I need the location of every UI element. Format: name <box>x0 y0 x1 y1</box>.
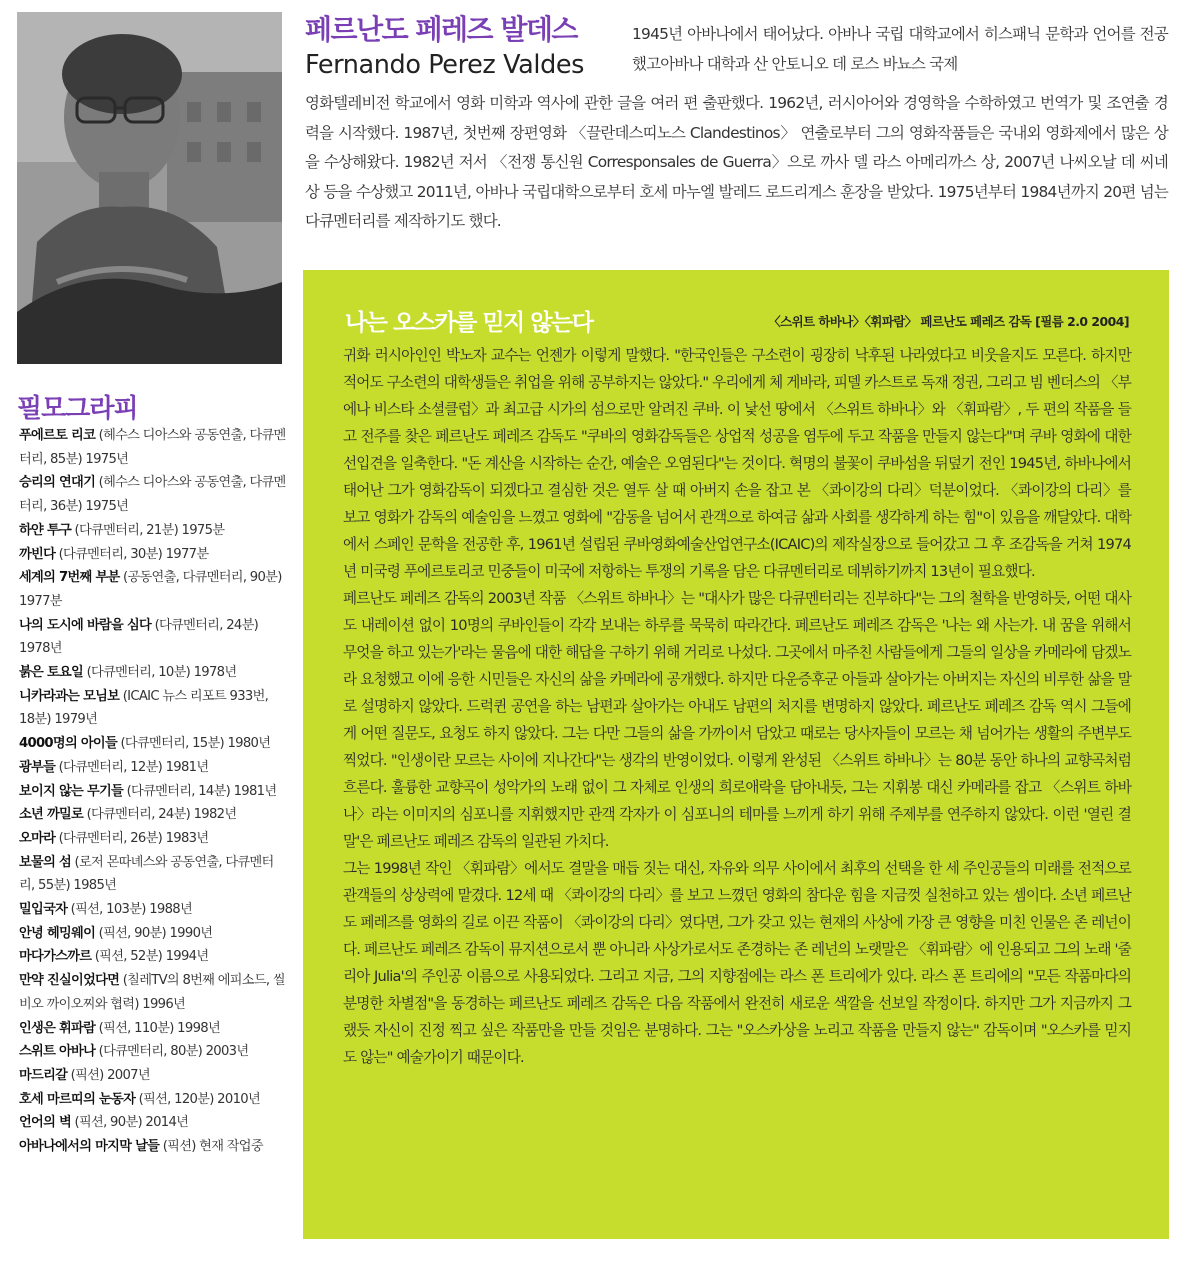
article-paragraph: 귀화 러시아인인 박노자 교수는 언젠가 이렇게 말했다. "한국인들은 구소련이 굉장히 낙후된 나라였다고 비웃을지도 모른다. 하지만 적어도 구소련의 대학생들은 취업을 위해 공부하지는 않았다." 우리에게 체 게바라, 피델 카스트로 독재 정권, 그리고 빔 벤더스의 〈부에나 비스타 소셜클럽〉과 최고급 시가의 섬으로만 알려진 쿠바. 이 낯선 땅에서 〈스위트 하바나〉와 〈휘파람〉, 두 편의 작품을 들고 전주를 찾은 페르난도 페레즈 감독도 "쿠바의 영화감독들은 상업적 성공을 염두에 두고 작품을 만들지 않는다"며 쿠바 영화에 대한 선입견을 일축한다. "돈 계산을 시작하는 순간, 예술은 오염된다"는 것이다. 혁명의 불꽃이 쿠바섬을 뒤덮기 전인 1945년, 하바나에서 태어난 그가 영화감독이 되겠다고 결심한 것은 열두 살 때 아버지 손을 잡고 본 〈콰이강의 다리〉덕분이었다. 〈콰이강의 다리〉를 보고 영화가 감독의 예술임을 느꼈고 영화에 "감동을 넘어서 관객으로 하여금 삶과 사회를 생각하게 하는 힘"이 있음을 깨달았다. 대학에서 스페인 문학을 전공한 후, 1961년 설립된 쿠바영화예술산업연구소(ICAIC)의 제작실장으로 들어갔고 그 후 조감독을 거쳐 1974년 미국령 푸에르토리코 민중들이 미국에 저항하는 투쟁의 기록을 담은 다큐멘터리로 데뷔하기까지 13년이 필요했다. <box>343 347 1131 580</box>
filmography-list <box>19 424 287 1159</box>
film-detail: (다큐멘터리, 15분) 1980년 <box>117 736 271 752</box>
film-title: 만약 진실이었다면 <box>19 973 120 989</box>
filmography-item <box>19 969 287 1016</box>
film-title: 소년 까밀로 <box>19 807 84 823</box>
filmography-item <box>19 732 287 756</box>
filmography-heading: 필모그라피 <box>17 394 138 424</box>
film-detail: (다큐멘터리, 24분) 1982년 <box>83 807 237 823</box>
filmography-item <box>19 685 287 732</box>
film-detail: (픽션, 120분) 2010년 <box>135 1091 260 1107</box>
film-title: 광부들 <box>19 759 56 775</box>
film-title: 보물의 섬 <box>19 854 72 870</box>
article-title: 나는 오스카를 믿지 않는다 <box>345 310 593 336</box>
filmography-item <box>19 898 287 922</box>
interview-article-panel <box>303 270 1169 1239</box>
filmography-item <box>19 1135 287 1159</box>
film-detail: (로저 몬따녜스와 공동연출, 다큐멘터리, 55분) 1985년 <box>19 854 274 894</box>
filmography-item <box>19 424 287 471</box>
biography-text: 영화텔레비전 학교에서 영화 미학과 역사에 관한 글을 여러 편 출판했다. 1962년, 러시아어와 경영학을 수학하였고 번역가 및 조연출 경력을 시작했다. 1987년, 첫번째 장편영화 〈끌란데스띠노스 Clandestinos〉 연출로부터 그의 영화작품들은 국내외 영화제에서 많은 상을 수상해왔다. 1982년 저서 〈전쟁 통신원 Corresponsales de Guerra〉으로 까사 델 라스 아메리까스 상, 2007년 나씨오날 데 씨네 상 등을 수상했고 2011년, 아바나 국립대학으로부터 호세 마누엘 발레드 로드리게스 훈장을 받았다. 1975년부터 1984년까지 20편 넘는 다큐멘터리를 제작하기도 했다. <box>305 94 1168 230</box>
filmography-item <box>19 1017 287 1041</box>
film-detail: (칠레TV의 8번째 에피소드, 씰비오 까이오찌와 협력) 1996년 <box>19 973 285 1012</box>
filmography-item <box>19 780 287 804</box>
film-title: 세계의 7번째 부분 <box>19 570 120 586</box>
film-title: 언어의 벽 <box>19 1115 72 1131</box>
film-detail: (공동연출, 다큐멘터리, 90분) 1977분 <box>19 570 282 609</box>
filmography-item <box>19 566 287 613</box>
film-title: 오마라 <box>19 830 56 846</box>
article-source: 〈스위트 하바나〉〈휘파람〉 페르난도 페레즈 감독 [필름 2.0 2004] <box>768 314 1129 329</box>
film-detail: (다큐멘터리, 26분) 1983년 <box>55 830 209 846</box>
film-title: 승리의 연대기 <box>19 475 96 491</box>
film-detail: (ICAIC 뉴스 리포트 933번, 18분) 1979년 <box>19 688 269 728</box>
film-title: 나의 도시에 바람을 심다 <box>19 617 152 633</box>
film-title: 붉은 토요일 <box>19 665 84 681</box>
film-title: 밀입국자 <box>19 902 68 918</box>
biography-intro: 1945년 아바나에서 태어났다. 아바나 국립 대학교에서 히스패닉 문학과 언어를 전공했고아바나 대학과 산 안토니오 데 로스 바뇨스 국제 <box>632 25 1168 73</box>
filmography-item <box>19 922 287 946</box>
article-paragraph: 페르난도 페레즈 감독의 2003년 작품 〈스위트 하바나〉는 "대사가 많은 다큐멘터리는 진부하다"는 그의 철학을 반영하듯, 어떤 대사도 내레이션 없이 10명의 쿠바인들이 각각 보내는 하루를 묵묵히 따라간다. 페르난도 페레즈 감독은 '나는 왜 사는가. 내 꿈을 위해서 무엇을 하고 있는가'라는 물음에 대한 해답을 구하기 위해 거리로 나섰다. 그곳에서 마주친 사람들에게 그들의 일상을 카메라에 담겠노라 요청했고 이에 응한 시민들은 자신의 삶을 카메라에 공개했다. 하지만 다운증후군 아들과 살아가는 아버지는 자신의 비루한 삶을 말로 설명하지 않았다. 드럭퀸 공연을 하는 남편과 살아가는 아내도 남편의 처지를 변명하지 않았다. 페르난도 페레즈 감독 역시 그들에게 어떤 질문도, 요청도 하지 않았다. 그는 다만 그들의 삶을 가까이서 담았고 때로는 당사자들이 모르는 채 넘어가는 생활의 주변부도 찍었다. "인생이란 모르는 사이에 지나간다"는 생각의 반영이었다. 이렇게 완성된 〈스위트 하바나〉는 80분 동안 하나의 교향곡처럼 흐른다. 훌륭한 교향곡이 성악가의 노래 없이 그 자체로 인생의 희로애락을 담아내듯, 그는 지휘봉 대신 카메라를 잡고 〈스위트 하바나〉라는 이미지의 심포니를 지휘했지만 관객 각자가 이 심포니의 테마를 느끼게 하기 위해 주제부를 연주하지 않았다. 이런 '열린 결말'은 페르난도 페레즈 감독의 일관된 가치다. <box>343 590 1131 850</box>
film-detail: (다큐멘터리, 24분) 1978년 <box>19 617 259 657</box>
film-detail: (다큐멘터리, 80분) 2003년 <box>95 1044 249 1060</box>
film-detail: (픽션, 103분) 1988년 <box>67 902 193 918</box>
filmography-item <box>19 851 287 898</box>
film-detail: (헤수스 디아스와 공동연출, 다큐멘터리, 36분) 1975년 <box>19 475 286 515</box>
film-title: 4000명의 아이들 <box>19 736 117 752</box>
film-detail: (픽션, 52분) 1994년 <box>91 949 209 965</box>
director-name-korean: 페르난도 페레즈 발데스 <box>305 13 577 46</box>
film-title: 하얀 투구 <box>19 522 72 538</box>
film-title: 푸에르토 리코 <box>19 428 96 443</box>
film-title: 호세 마르띠의 눈동자 <box>19 1091 136 1107</box>
film-detail: (픽션, 90분) 1990년 <box>95 925 213 941</box>
filmography-item <box>19 1088 287 1112</box>
filmography-item <box>19 1064 287 1088</box>
film-detail: (헤수스 디아스와 공동연출, 다큐멘터리, 85분) 1975년 <box>19 428 286 467</box>
film-title: 마드리갈 <box>19 1067 68 1083</box>
film-detail: (다큐멘터리, 12분) 1981년 <box>55 759 209 775</box>
film-detail: (다큐멘터리, 14분) 1981년 <box>123 783 277 799</box>
filmography-item <box>19 471 287 518</box>
filmography-item <box>19 1040 287 1064</box>
film-detail: (픽션) 현재 작업중 <box>159 1139 263 1155</box>
filmography-item <box>19 827 287 851</box>
filmography-item <box>19 519 287 543</box>
article-paragraph: 그는 1998년 작인 〈휘파람〉에서도 결말을 매듭 짓는 대신, 자유와 의무 사이에서 최후의 선택을 한 세 주인공들의 미래를 전적으로 관객들의 상상력에 맡겼다. 12세 때 〈콰이강의 다리〉를 보고 느꼈던 영화의 참다운 힘을 지금껏 실천하고 있는 셈이다. 소년 페르난도 페레즈를 영화의 길로 이끈 작품이 〈콰이강의 다리〉였다면, 그가 갖고 있는 현재의 사상에 가장 큰 영향을 미친 인물은 존 레넌이다. 페르난도 페레즈 감독이 뮤지션으로서 뿐 아니라 사상가로서도 존경하는 존 레넌의 노랫말은 〈휘파람〉에 인용되고 그의 노래 '줄리아 Julia'의 주인공 이름으로 사용되었다. 그리고 지금, 그의 지향점에는 라스 폰 트리에가 있다. 라스 폰 트리에의 "모든 작품마다의 분명한 차별점"을 동경하는 페르난도 페레즈 감독은 다음 작품에서 완전히 새로운 색깔을 선보일 작정이다. 하지만 그가 지금까지 그랬듯 자신이 진정 찍고 싶은 작품만을 만들 것임은 분명하다. 그는 "오스카상을 노리고 작품을 만들지 않는" 감독이며 "오스카를 믿지도 않는" 예술가이기 때문이다. <box>343 860 1131 1066</box>
film-detail: (다큐멘터리, 10분) 1978년 <box>83 665 237 681</box>
film-detail: (픽션, 110분) 1998년 <box>95 1020 220 1036</box>
director-portrait <box>17 12 282 364</box>
filmography-item <box>19 661 287 685</box>
film-title: 마다가스까르 <box>19 949 92 965</box>
filmography-item <box>19 1111 287 1135</box>
filmography-item <box>19 803 287 827</box>
film-title: 인생은 휘파람 <box>19 1020 96 1036</box>
film-detail: (픽션, 90분) 2014년 <box>71 1115 189 1131</box>
film-title: 보이지 않는 무기들 <box>19 783 124 799</box>
film-title: 안녕 헤밍웨이 <box>19 925 96 941</box>
film-title: 아바나에서의 마지막 날들 <box>19 1139 160 1155</box>
article-body <box>343 342 1131 1071</box>
film-title: 까빈다 <box>19 546 56 562</box>
filmography-item <box>19 945 287 969</box>
film-title: 스위트 아바나 <box>19 1044 96 1060</box>
film-detail: (다큐멘터리, 30분) 1977분 <box>55 546 209 562</box>
film-detail: (픽션) 2007년 <box>67 1067 150 1083</box>
film-detail: (다큐멘터리, 21분) 1975분 <box>71 522 225 538</box>
film-title: 니카라과는 모님보 <box>19 688 120 704</box>
filmography-item <box>19 543 287 567</box>
filmography-item <box>19 756 287 780</box>
director-name-english: Fernando Perez Valdes <box>305 50 585 80</box>
filmography-item <box>19 614 287 661</box>
